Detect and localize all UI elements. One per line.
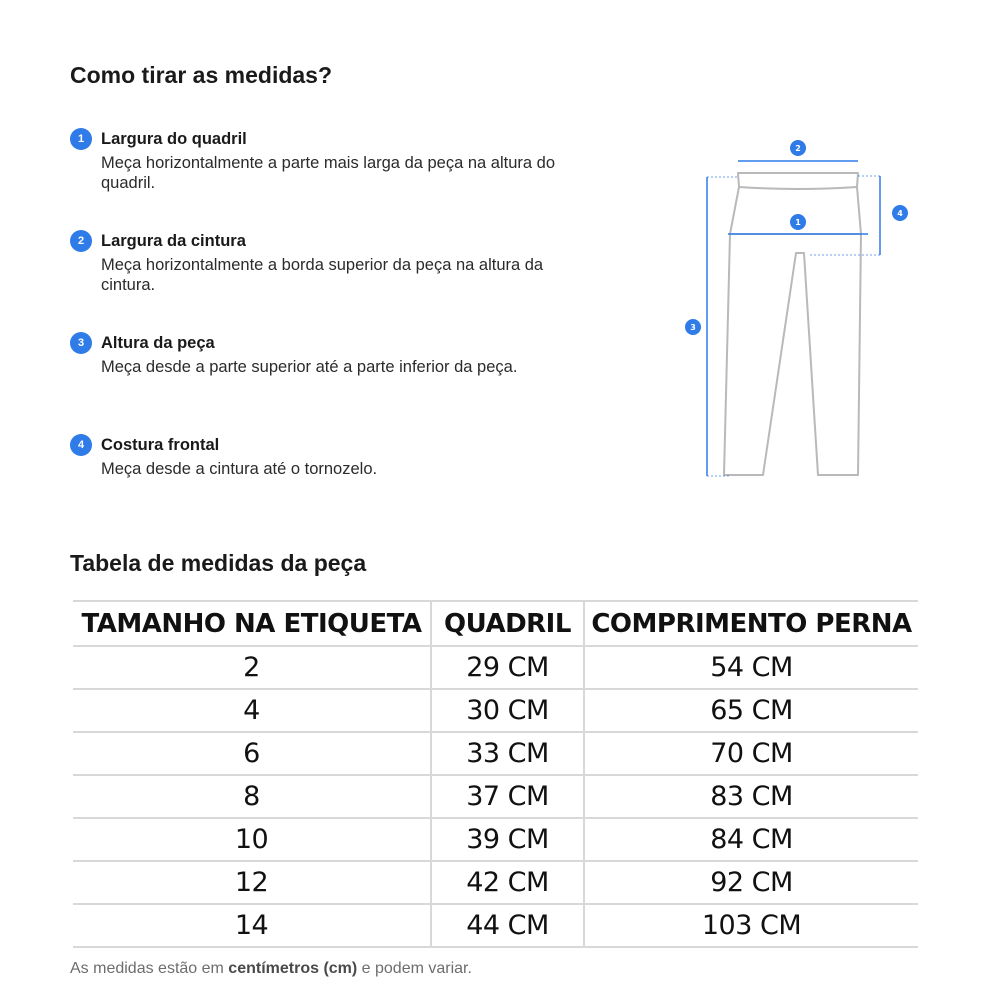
marker-1-label: 1: [795, 218, 801, 227]
cell-hip: 37 CM: [431, 775, 584, 818]
header-size-label: TAMANHO NA ETIQUETA: [73, 601, 431, 646]
step-title: Costura frontal: [101, 435, 220, 454]
table-row: [73, 689, 918, 732]
table-row: [73, 732, 918, 775]
cell-size: 6: [73, 732, 431, 775]
pants-measurement-icon: [680, 135, 920, 485]
step-description: Meça horizontalmente a parte mais larga da peça na altura do quadril.: [101, 154, 556, 192]
cell-leg-length: 84 CM: [584, 818, 918, 861]
step-number-badge: 4: [70, 434, 92, 456]
cell-leg-length: 83 CM: [584, 775, 918, 818]
table-row: [73, 861, 918, 904]
waistband-shape: [738, 173, 858, 189]
table-header-row: [73, 601, 918, 646]
cell-size: 10: [73, 818, 431, 861]
cell-leg-length: 70 CM: [584, 732, 918, 775]
cell-size: 12: [73, 861, 431, 904]
cell-leg-length: 65 CM: [584, 689, 918, 732]
step-description: Meça desde a parte superior até a parte inferior da peça.: [101, 358, 518, 376]
step-title: Largura do quadril: [101, 129, 247, 148]
table-row: [73, 904, 918, 947]
cell-hip: 29 CM: [431, 646, 584, 689]
step-number-badge: 1: [70, 128, 92, 150]
marker-3-label: 3: [690, 323, 696, 332]
header-leg-length: COMPRIMENTO PERNA: [584, 601, 918, 646]
footnote-prefix: As medidas estão em: [70, 960, 229, 977]
step-number-badge: 3: [70, 332, 92, 354]
measurement-step-hip: [70, 128, 600, 193]
cell-size: 8: [73, 775, 431, 818]
step-description: Meça desde a cintura até o tornozelo.: [101, 460, 378, 478]
step-title: Largura da cintura: [101, 231, 246, 250]
cell-hip: 33 CM: [431, 732, 584, 775]
cell-hip: 30 CM: [431, 689, 584, 732]
step-number-badge: 2: [70, 230, 92, 252]
step-title: Altura da peça: [101, 333, 215, 352]
units-footnote: [70, 960, 472, 978]
header-hip: QUADRIL: [431, 601, 584, 646]
footnote-unit: centímetros (cm): [228, 960, 358, 977]
table-row: [73, 818, 918, 861]
table-row: [73, 646, 918, 689]
step-description: Meça horizontalmente a borda superior da peça na altura da cintura.: [101, 256, 544, 294]
cell-size: 4: [73, 689, 431, 732]
size-table-title: Tabela de medidas da peça: [70, 550, 367, 576]
footnote-suffix: e podem variar.: [357, 960, 472, 977]
table-row: [73, 775, 918, 818]
cell-hip: 44 CM: [431, 904, 584, 947]
marker-2-label: 2: [795, 144, 801, 153]
measurement-step-rise: [70, 434, 600, 479]
cell-leg-length: 54 CM: [584, 646, 918, 689]
cell-hip: 42 CM: [431, 861, 584, 904]
cell-size: 14: [73, 904, 431, 947]
marker-4-label: 4: [897, 209, 903, 218]
pants-legs-shape: [724, 187, 861, 475]
cell-size: 2: [73, 646, 431, 689]
pants-diagram: [680, 135, 920, 485]
cell-hip: 39 CM: [431, 818, 584, 861]
guide-title: Como tirar as medidas?: [70, 62, 333, 88]
size-table: [73, 600, 918, 948]
measurement-step-waist: [70, 230, 600, 295]
measurement-step-length: [70, 332, 600, 377]
cell-leg-length: 103 CM: [584, 904, 918, 947]
cell-leg-length: 92 CM: [584, 861, 918, 904]
